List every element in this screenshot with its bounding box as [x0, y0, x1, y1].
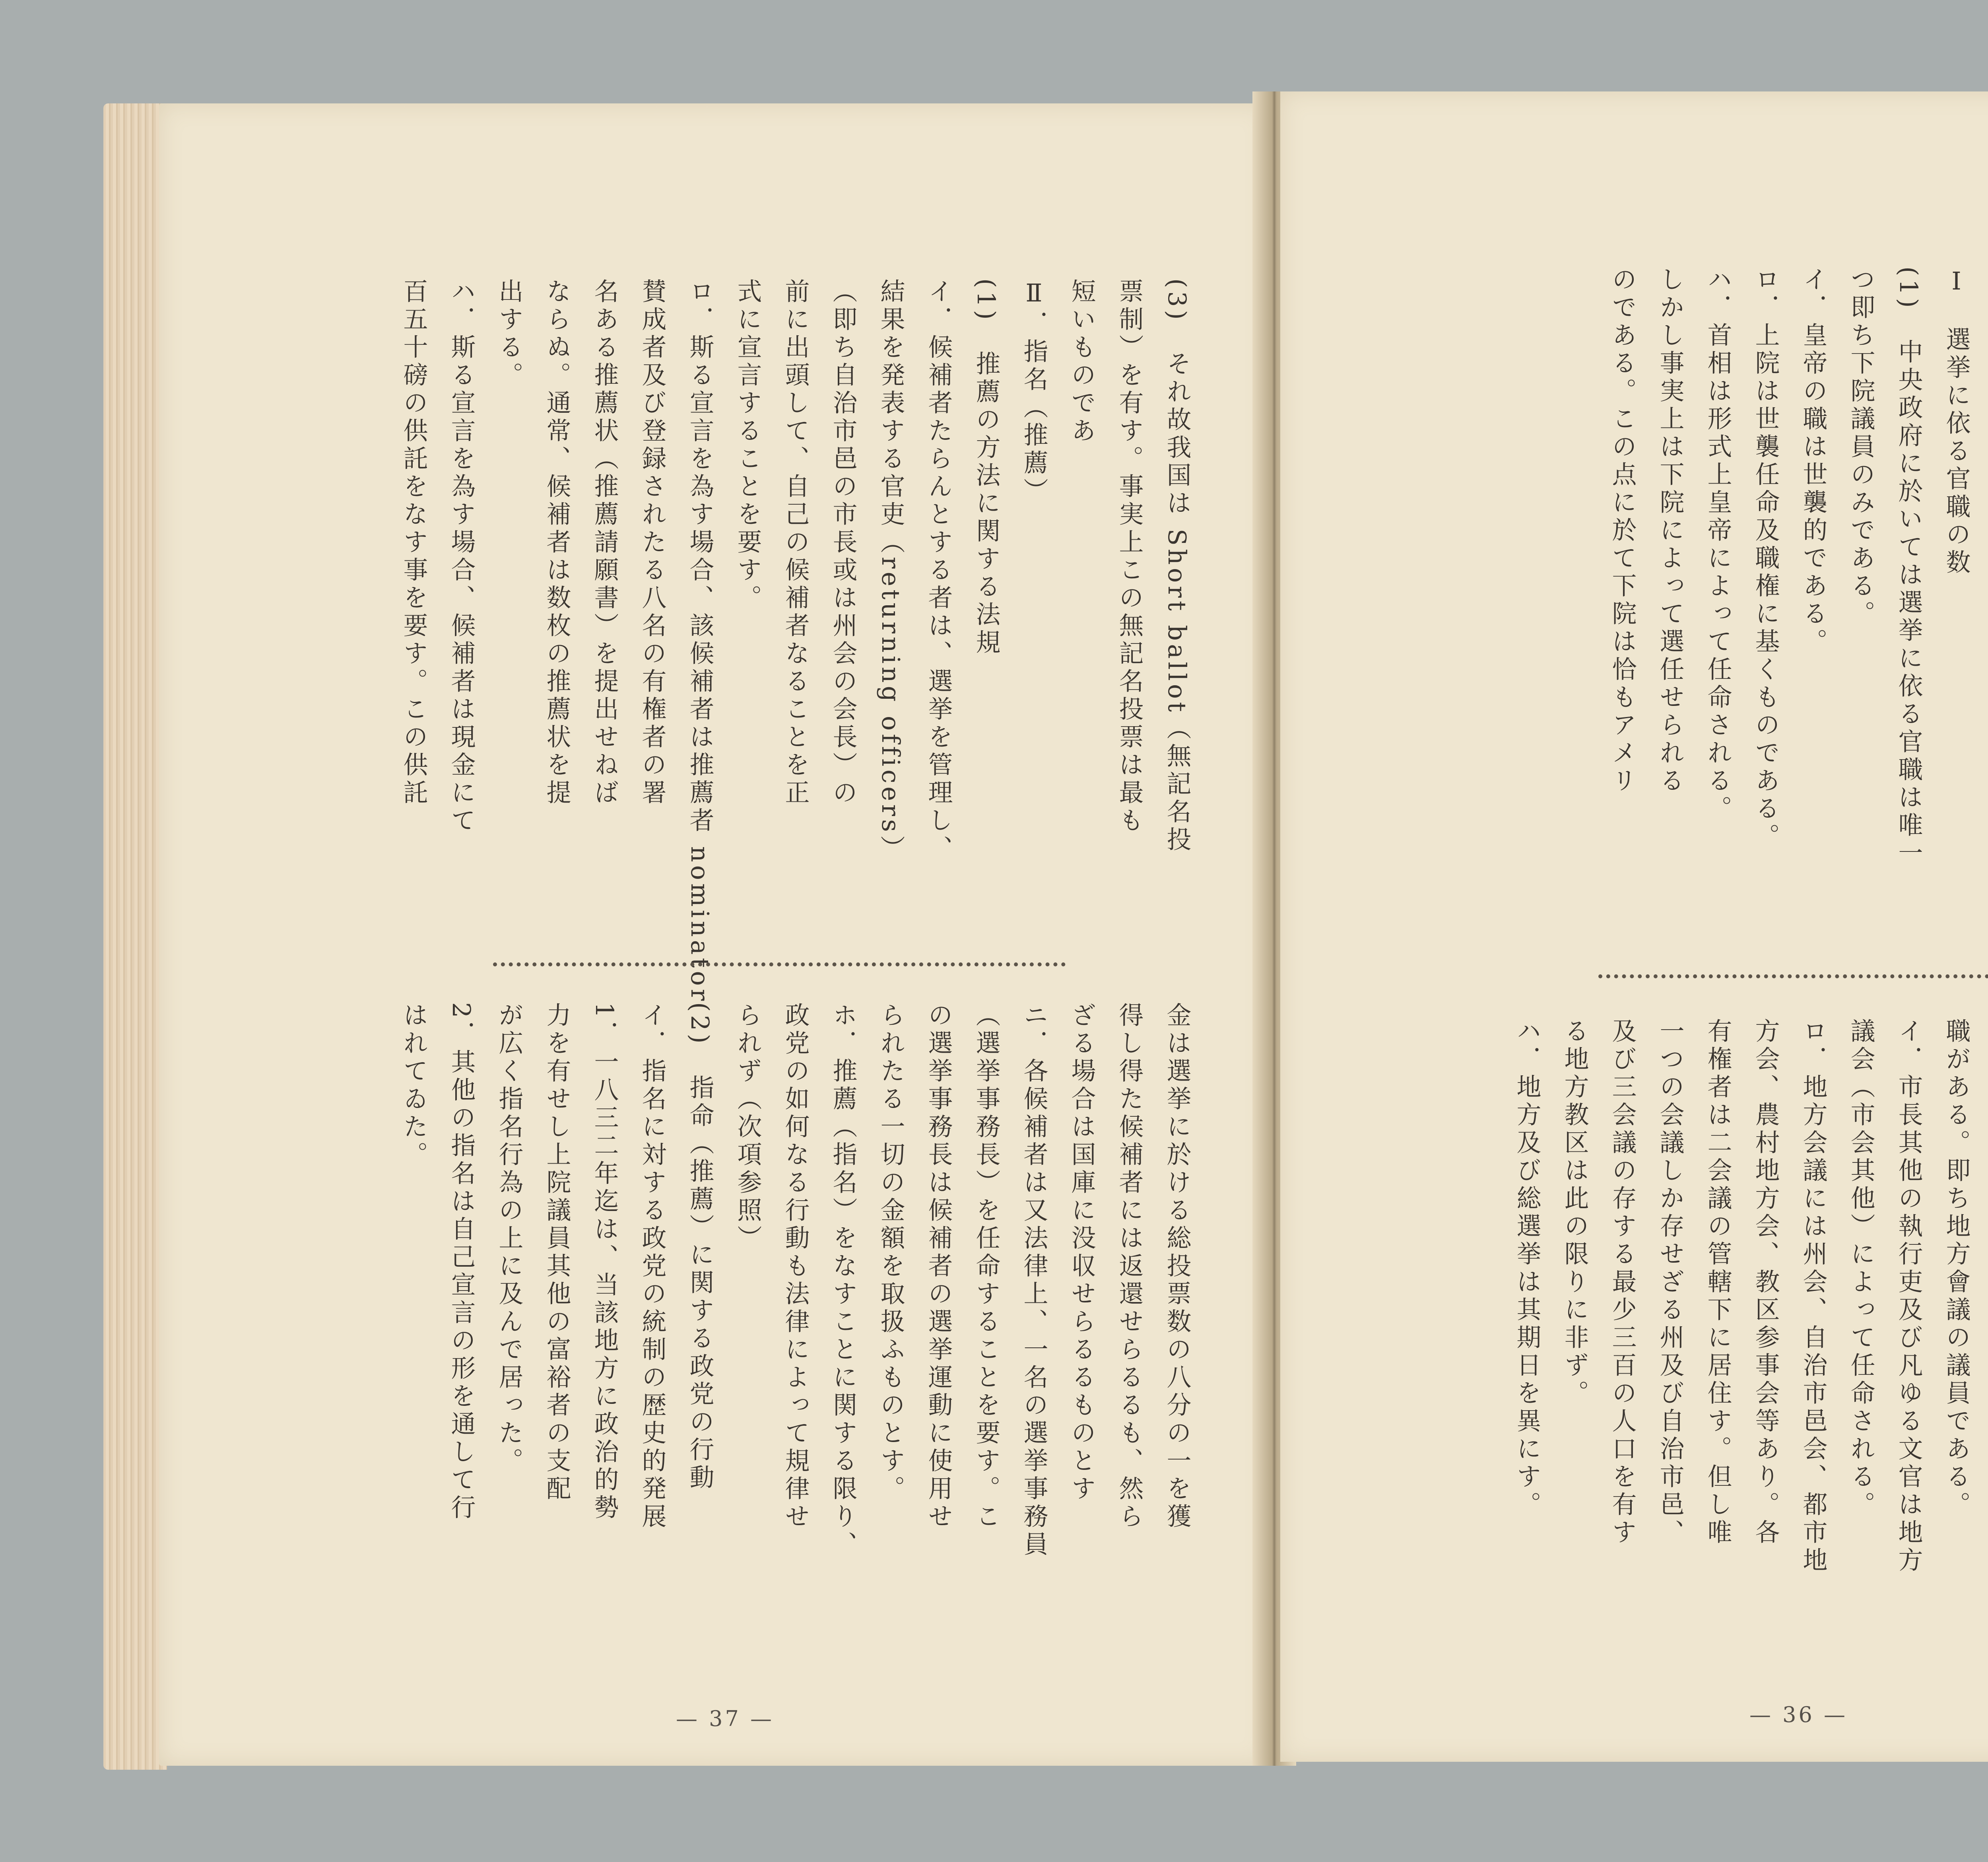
- text-line: 方会、農村地方会、教区参事会等あり。各: [1751, 1018, 1780, 1547]
- text-line: 結果を発表する官吏（returning officers）: [876, 278, 905, 863]
- text-line: Ⅱ．指名（推薦）: [1019, 278, 1048, 505]
- page-36: [1280, 91, 1988, 1762]
- text-line: 金は選挙に於ける総投票数の八分の一を獲: [1163, 1002, 1192, 1531]
- text-line: ならぬ。通常、候補者は数枚の推薦状を提: [542, 278, 571, 807]
- text-line: のである。この点に於て下院は恰もアメリ: [1608, 266, 1637, 795]
- text-line: 式に宣言することを要す。: [733, 278, 762, 612]
- text-line: られず（次項参照）: [733, 1002, 762, 1253]
- text-line: イ．皇帝の職は世襲的である。: [1799, 266, 1828, 656]
- right-page-upper-text: [1479, 266, 1988, 1066]
- text-line: られたる一切の金額を取扱ふものとす。: [876, 1002, 905, 1503]
- text-line: が広く指名行為の上に及んで居った。: [495, 1002, 524, 1475]
- text-line: 有権者は二会議の管轄下に居住す。但し唯: [1703, 1018, 1732, 1547]
- page-37: [159, 103, 1268, 1766]
- text-line: (2) 指命（推薦）に関する政党の行動: [685, 1002, 714, 1492]
- page-edges-left: [103, 103, 167, 1770]
- text-line: 職がある。即ち地方會議の議員である。: [1942, 1018, 1971, 1519]
- text-line: 2．其他の指名は自己宣言の形を通して行: [447, 1002, 476, 1522]
- text-line: 百五十磅の供託をなす事を要す。この供託: [399, 278, 428, 807]
- text-line: ハ．首相は形式上皇帝によって任命される。: [1703, 266, 1732, 823]
- text-line: （即ち自治市邑の市長或は州会の会長）の: [829, 278, 858, 807]
- section-divider-left: [493, 962, 1066, 966]
- text-line: ざる場合は国庫に没収せらるるものとす: [1067, 1002, 1096, 1503]
- text-line: （選挙事務長）を任命することを要す。こ: [972, 1002, 1001, 1531]
- text-line: (1) 中央政府に於いては選挙に依る官職は唯一: [1894, 266, 1923, 868]
- left-page-upper-text: [326, 278, 1201, 1054]
- text-line: ロ．上院は世襲任命及職権に基くものである。: [1751, 266, 1780, 851]
- text-line: ハ．地方及び総選挙は其期日を異にす。: [1512, 1018, 1541, 1519]
- text-line: イ．候補者たらんとする者は、選挙を管理し、: [924, 278, 953, 863]
- text-line: 短いものであ: [1067, 278, 1096, 445]
- text-line: 名ある推薦状（推薦請願書）を提出せねば: [590, 278, 619, 807]
- text-line: 票制）を有す。事実上この無記名投票は最も: [1115, 278, 1144, 835]
- text-line: イ．市長其他の執行吏及び凡ゆる文官は地方: [1894, 1018, 1923, 1575]
- text-line: 得し得た候補者には返還せらるるも、然ら: [1115, 1002, 1144, 1531]
- text-line: ロ．地方会議には州会、自治市邑会、都市地: [1799, 1018, 1828, 1575]
- page-number-36: — 36 —: [1749, 1702, 1848, 1727]
- text-line: 賛成者及び登録されたる八名の有権者の署: [638, 278, 667, 807]
- text-line: (3) それ故我国は Short ballot（無記名投: [1163, 278, 1192, 855]
- text-line: (1) 推薦の方法に関する法規: [972, 278, 1001, 657]
- text-line: 力を有せし上院議員其他の富裕者の支配: [542, 1002, 571, 1503]
- text-line: 前に出頭して、自己の候補者なることを正: [781, 278, 810, 807]
- right-page-lower-text: [1479, 1018, 1988, 1694]
- text-line: 議会（市会其他）によって任命される。: [1846, 1018, 1875, 1519]
- text-line: Ⅰ 選挙に依る官職の数: [1942, 266, 1971, 577]
- text-line: はれてゐた。: [399, 1002, 428, 1169]
- left-page-lower-text: [326, 1002, 1201, 1702]
- text-line: ニ．各候補者は又法律上、一名の選挙事務員: [1019, 1002, 1048, 1559]
- text-line: イ．指名に対する政党の統制の歴史的発展: [638, 1002, 667, 1531]
- text-line: しかし事実上は下院によって選任せられる: [1656, 266, 1685, 795]
- text-line: [1980, 266, 1988, 1066]
- open-book: [103, 91, 1988, 1774]
- text-line: の選挙事務長は候補者の選挙運動に使用せ: [924, 1002, 953, 1531]
- section-divider-right: [1598, 974, 1988, 978]
- text-line: ハ．斯る宣言を為す場合、候補者は現金にて: [447, 278, 476, 835]
- text-line: 政党の如何なる行動も法律によって規律せ: [781, 1002, 810, 1531]
- text-line: ホ．推薦（指名）をなすことに関する限り、: [829, 1002, 858, 1559]
- text-line: 出する。: [495, 278, 524, 390]
- text-line: 一つの会議しか存せざる州及び自治市邑、: [1656, 1018, 1685, 1547]
- text-line: る地方教区は此の限りに非ず。: [1560, 1018, 1589, 1408]
- page-number-37: — 37 —: [676, 1706, 775, 1731]
- text-line: つ即ち下院議員のみである。: [1846, 266, 1875, 628]
- text-line: 1．一八三二年迄は、当該地方に政治的勢: [590, 1002, 619, 1522]
- text-line: ロ．斯る宣言を為す場合、該候補者は推薦者 nominator: [685, 278, 714, 1004]
- text-line: [1980, 1018, 1988, 1694]
- text-line: 及び三会議の存する最少三百の人口を有す: [1608, 1018, 1637, 1547]
